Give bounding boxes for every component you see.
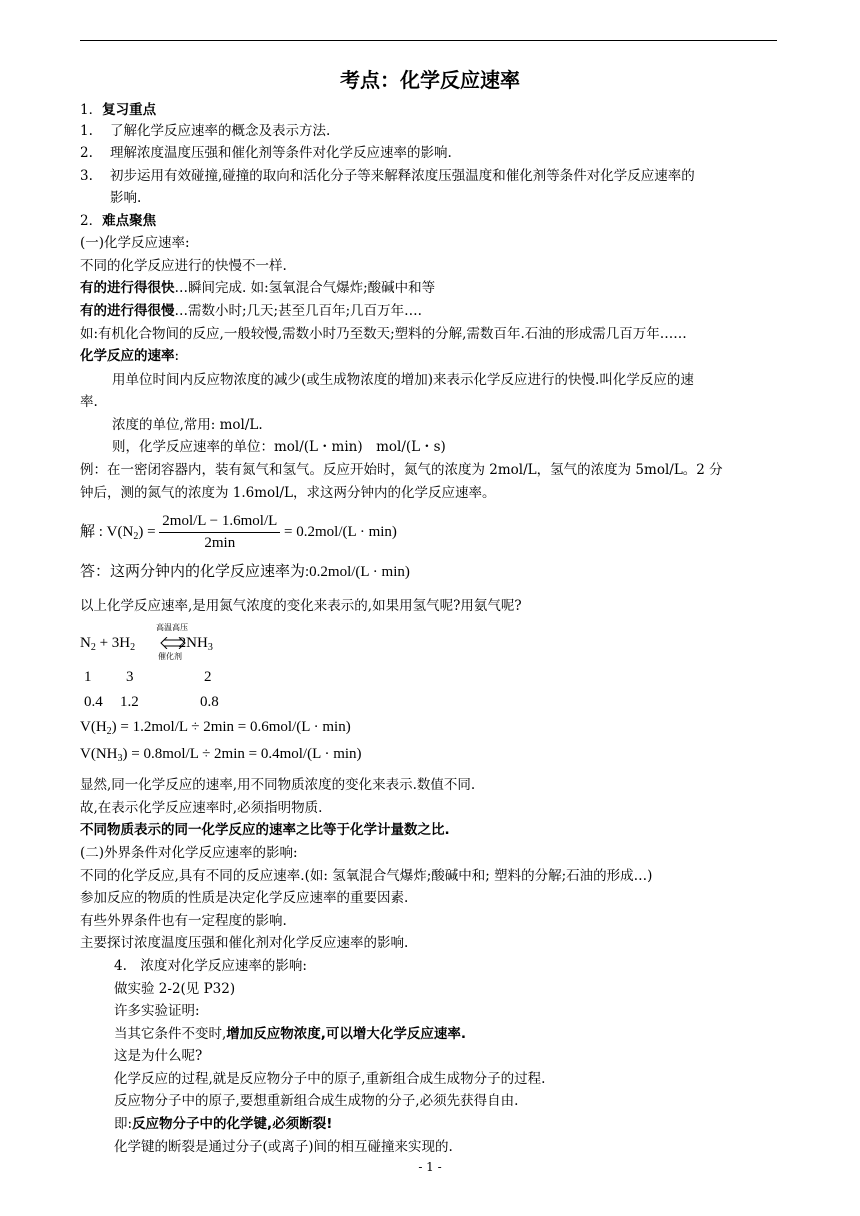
- example-question-2: 钟后，测的氮气的浓度为 1.6mol/L，求这两分钟内的化学反应速率。: [80, 485, 496, 501]
- paragraph: 反应物分子中的原子,要想重新组合成生成物的分子,必须先获得自由.: [114, 1093, 519, 1109]
- subheading-rate: (一)化学反应速率:: [80, 235, 190, 251]
- definition-line-2: 率.: [80, 394, 98, 410]
- example-question-1: 例：在一密闭容器内，装有氮气和氢气。反应开始时，氮气的浓度为 2mol/L，氢气的浓度为 5mol/L。2 分: [80, 462, 723, 478]
- reaction-condition-bottom: 催化剂: [158, 652, 182, 661]
- review-point-1: 1. 了解化学反应速率的概念及表示方法.: [80, 123, 331, 139]
- review-point-2: 2. 理解浓度温度压强和催化剂等条件对化学反应速率的影响.: [80, 145, 452, 161]
- rate-h2-equation: $V(H_2) = 1.2mol/L \div 2\min = 0.6mol/(L \cdot \min)$: [80, 719, 351, 737]
- page-number: - 1 -: [418, 1160, 442, 1174]
- page-title: 考点：化学反应速率: [340, 68, 520, 92]
- paragraph: 参加反应的物质的性质是决定化学反应速率的重要因素.: [80, 890, 409, 906]
- unit-line-2: 则，化学反应速率的单位：mol/(L・min) mol/(L・s): [112, 439, 446, 455]
- paragraph: 这是为什么呢?: [114, 1048, 203, 1064]
- paragraph-rate-heading: 化学反应的速率:: [80, 348, 180, 364]
- fraction: [159, 513, 280, 552]
- solution-equation: 解 : $V(N_2)$ = $\frac{\text{2mol/L − 1.6mol/L}}{2\min}$ = 0.2mol/(L · min): [80, 513, 397, 551]
- rate-nh3-equation: $V(NH_3) = 0.8mol/L \div 2\min = 0.4mol/(L \cdot \min)$: [80, 746, 362, 764]
- definition-line-1: 用单位时间内反应物浓度的减少(或生成物浓度的增加)来表示化学反应进行的快慢.叫化学反应的速: [112, 372, 694, 388]
- paragraph: 做实验 2-2(见 P32): [114, 981, 236, 997]
- paragraph: 不同的化学反应,具有不同的反应速率.(如: 氢氧混合气爆炸;酸碱中和; 塑料的分解;石油的形成…): [80, 868, 653, 884]
- paragraph: 故,在表示化学反应速率时,必须指明物质.: [80, 800, 323, 816]
- unit-line-1: 浓度的单位,常用: mol/L.: [112, 417, 263, 433]
- review-point-3: 3. 初步运用有效碰撞,碰撞的取向和活化分子等来解释浓度压强温度和催化剂等条件对化学反应速率的: [80, 168, 695, 184]
- paragraph-slow: 有的进行得很慢…需数小时;几天;甚至几百年;几百万年….: [80, 303, 422, 319]
- paragraph: 主要探讨浓度温度压强和催化剂对化学反应速率的影响.: [80, 935, 409, 951]
- header-rule: [80, 40, 777, 41]
- reaction-equation: $N_2 + 3H_2$ $2NH_3$: [80, 635, 213, 653]
- paragraph: 许多实验证明:: [114, 1003, 200, 1019]
- question-next: 以上化学反应速率,是用氮气浓度的变化来表示的,如果用氢气呢?用氨气呢?: [80, 598, 522, 614]
- section-heading-1: 1．复习重点: [80, 102, 157, 118]
- paragraph: 显然,同一化学反应的速率,用不同物质浓度的变化来表示.数值不同.: [80, 777, 476, 793]
- key-statement: 不同物质表示的同一化学反应的速率之比等于化学计量数之比.: [80, 822, 450, 838]
- numerator: 2mol/L − 1.6mol/L: [159, 513, 280, 533]
- denominator: 2min: [204, 535, 236, 551]
- item-4-heading: 4. 浓度对化学反应速率的影响:: [114, 958, 307, 974]
- document-page: 考点：化学反应速率 1．复习重点 1. 了解化学反应速率的概念及表示方法. 2. 理解浓度温度压强和催化剂等条件对化学反应速率的影响. 3. 初步运用有效碰撞,碰撞的取向和活化分子等来解释浓度压强温度和催化剂等条件对化学反应速率的 影响. 2．难点聚焦 (一)化学反应速率: 不同的化学反应进行的快慢不一样. 有的进行得很快…瞬间完成. 如:氢氧混合气爆炸;酸碱中和等 有的进行得很慢…需数小时;几天;甚至几百年;几百万年…. 如:有机化合物间的反应,一般较慢,需数小时乃至数天;塑料的分解,需数百年.石油的形成需几百万年…… 化学反应的速率: 用单位时间内反应物浓度的减少(或生成物浓度的增加)来表示化学反应进行的快慢.叫化学反应的速 率. 浓度的单位,常用: mol/L. 则，化学反应速率的单位：mol/(L・min) mol/(L・s) 例：在一密闭容器内，装有氮气和氢气。反应开始时，氮气的浓度为 2mol/L，氢气的浓度为 5mol/L。2 分 钟后，测的氮气的浓度为 1.6mol/L，求这两分钟内的化学反应速率。 解 : $V(N_2)$ = $\frac{\text{2mol/L − 1.6mol/L}}{2\min}$ = 0.2mol/(L · min) 答：这两分钟内的化学反应速率为:0.2mol/(L · min) 以上化学反应速率,是用氮气浓度的变化来表示的,如果用氢气呢?用氨气呢? $N_2 + 3H_2$ $2NH_3$ 高温高压 催化剂 1 3 2 0.4 1.2 0.8 $V(H_2) = 1.2mol/L \div 2\min = 0.6mol/(L \cdot \min)$ $V(NH_3) = 0.8mol/L \div 2\min = 0.4mol/(L \cdot \min)$ 显然,同一化学反应的速率,用不同物质浓度的变化来表示.数值不同. 故,在表示化学反应速率时,必须指明物质. 不同物质表示的同一化学反应的速率之比等于化学计量数之比. (二)外界条件对化学反应速率的影响: 不同的化学反应,具有不同的反应速率.(如: 氢氧混合气爆炸;酸碱中和; 塑料的分解;石油的形成…) 参加反应的物质的性质是决定化学反应速率的重要因素. 有些外界条件也有一定程度的影响. 主要探讨浓度温度压强和催化剂对化学反应速率的影响. 4. 浓度对化学反应速率的影响: 做实验 2-2(见 P32) 许多实验证明: 当其它条件不变时,增加反应物浓度,可以增大化学反应速率. 这是为什么呢? 化学反应的过程,就是反应物分子中的原子,重新组合成生成物分子的过程. 反应物分子中的原子,要想重新组合成生成物的分子,必须先获得自由. 即:反应物分子中的化学键,必须断裂! 化学键的断裂是通过分子(或离子)间的相互碰撞来实现的. - 1 -: [80, 0, 780, 1216]
- paragraph: 化学反应的过程,就是反应物分子中的原子,重新组合成生成物分子的过程.: [114, 1071, 546, 1087]
- double-arrow-icon: [158, 637, 188, 649]
- answer-line: 答：这两分钟内的化学反应速率为:0.2mol/(L · min): [80, 564, 410, 580]
- subheading-conditions: (二)外界条件对化学反应速率的影响:: [80, 845, 298, 861]
- section-heading-2: 2．难点聚焦: [80, 213, 157, 229]
- paragraph: 不同的化学反应进行的快慢不一样.: [80, 258, 287, 274]
- paragraph: 有些外界条件也有一定程度的影响.: [80, 913, 287, 929]
- review-point-3-cont: 影响.: [110, 190, 142, 206]
- paragraph: 化学键的断裂是通过分子(或离子)间的相互碰撞来实现的.: [114, 1139, 453, 1155]
- paragraph-bond-break: 即:反应物分子中的化学键,必须断裂!: [114, 1116, 333, 1132]
- reaction-condition-top: 高温高压: [156, 623, 188, 632]
- paragraph-example: 如:有机化合物间的反应,一般较慢,需数小时乃至数天;塑料的分解,需数百年.石油的形成需几百万年……: [80, 326, 687, 342]
- paragraph-fast: 有的进行得很快…瞬间完成. 如:氢氧混合气爆炸;酸碱中和等: [80, 280, 436, 296]
- paragraph-conclusion: 当其它条件不变时,增加反应物浓度,可以增大化学反应速率.: [114, 1026, 467, 1042]
